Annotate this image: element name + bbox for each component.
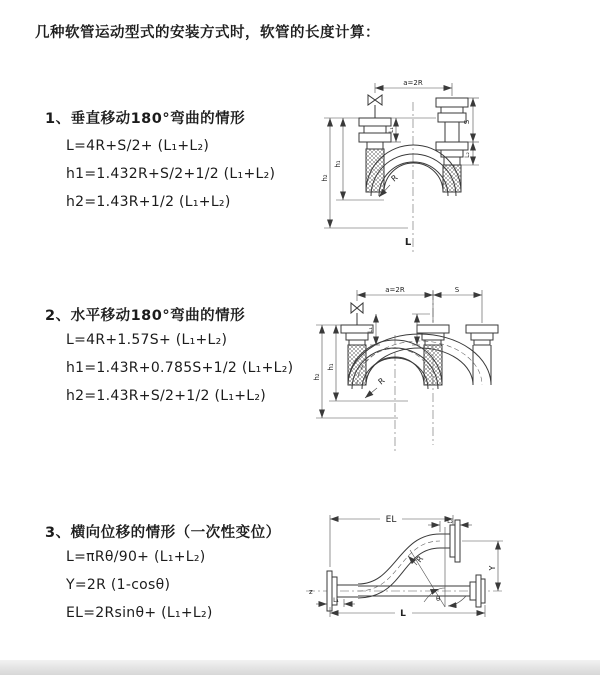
centerline-mark: z bbox=[309, 588, 313, 596]
dim-label-l2: L₂ bbox=[464, 152, 471, 158]
page-title: 几种软管运动型式的安装方式时，软管的长度计算： bbox=[35, 25, 380, 41]
radius-callout bbox=[365, 376, 387, 398]
dim-label-a2r: a=2R bbox=[385, 286, 405, 294]
scan-bottom-edge bbox=[0, 660, 600, 675]
dim-label-h1: h₁ bbox=[327, 363, 335, 371]
dim-label-s: S bbox=[454, 286, 460, 294]
valve-icon bbox=[368, 95, 382, 105]
dim-label-l2: L₂ bbox=[447, 518, 453, 525]
dimension-el bbox=[330, 515, 453, 567]
section-2-formula-l: L=4R+1.57S+ (L₁+L₂) bbox=[66, 332, 228, 348]
diagram-lateral-displacement bbox=[300, 503, 592, 641]
dimension-a2r bbox=[375, 79, 452, 96]
dim-label-h2: h₂ bbox=[321, 174, 329, 182]
dimension-l bbox=[330, 605, 485, 619]
valve-icon bbox=[351, 303, 363, 313]
diagram-vertical-180 bbox=[312, 72, 580, 260]
dim-label-l1: L₁ bbox=[367, 327, 374, 333]
left-flange bbox=[359, 118, 391, 149]
dimension-l1-left bbox=[367, 314, 380, 345]
radius-label: R bbox=[376, 376, 387, 387]
braided-hose-section bbox=[366, 149, 384, 192]
right-flange-shifted bbox=[466, 325, 498, 385]
dim-label-l1: L₁ bbox=[388, 127, 395, 133]
length-label: L bbox=[404, 237, 412, 248]
s-curve-hose bbox=[358, 534, 450, 598]
dim-label-h2: h₂ bbox=[313, 373, 321, 381]
angle-label-theta: θ bbox=[436, 595, 441, 603]
dim-label-s: S bbox=[463, 119, 471, 125]
dim-label-h1: h₁ bbox=[334, 160, 342, 168]
section-2-heading: 2、水平移动180°弯曲的情形 bbox=[45, 308, 246, 324]
section-3-formula-l: L=πRθ/90+ (L₁+L₂) bbox=[66, 549, 206, 565]
dim-label-a2r: a=2R bbox=[403, 79, 423, 87]
dim-label-l1: L₁ bbox=[333, 597, 339, 604]
section-3-formula-y: Y=2R (1-cosθ) bbox=[66, 577, 171, 593]
dim-label-y: Y bbox=[488, 565, 497, 571]
section-1-heading: 1、垂直移动180°弯曲的情形 bbox=[45, 111, 246, 127]
radius-label: R bbox=[389, 173, 400, 184]
displaced-flange bbox=[450, 520, 460, 562]
dim-label-el: EL bbox=[385, 515, 397, 525]
section-1-formula-l: L=4R+S/2+ (L₁+L₂) bbox=[66, 138, 210, 154]
u-bend-hose-shifted bbox=[348, 334, 491, 385]
section-2-formula-h2: h2=1.43R+S/2+1/2 (L₁+L₂) bbox=[66, 388, 267, 404]
section-3-heading: 3、横向位移的情形（一次性变位） bbox=[45, 525, 281, 541]
section-1-formula-h2: h2=1.43R+1/2 (L₁+L₂) bbox=[66, 194, 231, 210]
section-2-formula-h1: h1=1.43R+0.785S+1/2 (L₁+L₂) bbox=[66, 360, 294, 376]
radius-label: R bbox=[414, 554, 426, 565]
diagram-horizontal-180 bbox=[308, 283, 592, 461]
dim-label-l: L bbox=[400, 609, 406, 619]
section-3-formula-el: EL=2Rsinθ+ (L₁+L₂) bbox=[66, 605, 213, 621]
section-1-formula-h1: h1=1.432R+S/2+1/2 (L₁+L₂) bbox=[66, 166, 276, 182]
dimension-s-l2 bbox=[461, 98, 479, 165]
